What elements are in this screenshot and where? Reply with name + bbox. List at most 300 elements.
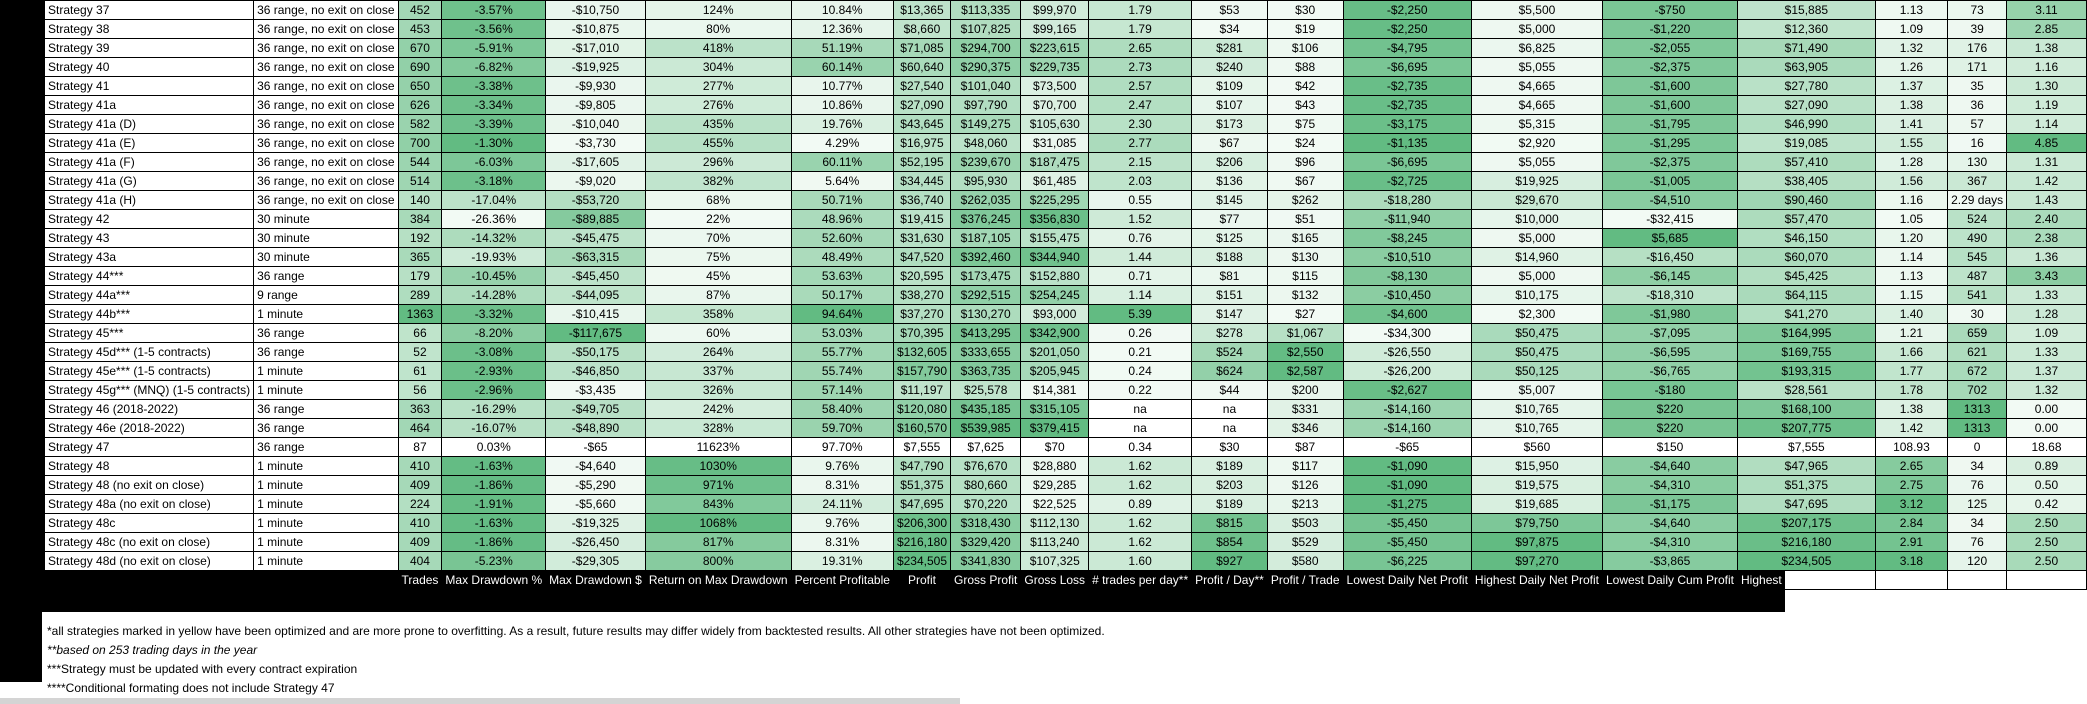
metric-cell[interactable]: $164,995 <box>1738 324 1876 343</box>
metric-cell[interactable]: -$14,160 <box>1343 419 1471 438</box>
metric-cell[interactable]: -$4,310 <box>1602 533 1737 552</box>
metric-cell[interactable]: $435,185 <box>951 400 1021 419</box>
metric-cell[interactable]: 817% <box>645 533 791 552</box>
metric-cell[interactable]: $38,405 <box>1738 172 1876 191</box>
metric-cell[interactable]: 87 <box>398 438 442 457</box>
bar-type-cell[interactable]: 36 range <box>254 324 398 343</box>
metric-cell[interactable]: 1.32 <box>1875 39 1947 58</box>
metric-cell[interactable]: 1.38 <box>1875 96 1947 115</box>
metric-cell[interactable]: 1.13 <box>1875 267 1947 286</box>
metric-cell[interactable]: -5.23% <box>442 552 546 571</box>
bar-type-cell[interactable]: 1 minute <box>254 476 398 495</box>
metric-cell[interactable]: $47,520 <box>893 248 950 267</box>
metric-cell[interactable]: 55.77% <box>791 343 893 362</box>
strategy-name-cell[interactable]: Strategy 46e (2018-2022) <box>45 419 254 438</box>
metric-cell[interactable]: $43,645 <box>893 115 950 134</box>
metric-cell[interactable]: -$1,275 <box>1343 495 1471 514</box>
metric-cell[interactable]: 2.38 <box>2007 229 2087 248</box>
metric-cell[interactable]: $188 <box>1192 248 1268 267</box>
strategy-name-cell[interactable]: Strategy 37 <box>45 1 254 20</box>
metric-cell[interactable]: $37,270 <box>893 305 950 324</box>
metric-cell[interactable]: $155,475 <box>1021 229 1089 248</box>
metric-cell[interactable]: 1363 <box>398 305 442 324</box>
metric-cell[interactable]: -$16,450 <box>1602 248 1737 267</box>
horizontal-scrollbar[interactable] <box>0 698 960 704</box>
strategy-name-cell[interactable]: Strategy 48 (no exit on close) <box>45 476 254 495</box>
bar-type-cell[interactable]: 36 range, no exit on close <box>254 39 398 58</box>
metric-cell[interactable]: 55.74% <box>791 362 893 381</box>
metric-cell[interactable]: -$5,450 <box>1343 514 1471 533</box>
metric-cell[interactable]: $113,240 <box>1021 533 1089 552</box>
metric-cell[interactable]: 0.50 <box>2007 476 2087 495</box>
metric-cell[interactable]: -3.08% <box>442 343 546 362</box>
metric-cell[interactable]: $4,665 <box>1471 96 1602 115</box>
metric-cell[interactable]: 5.39 <box>1089 305 1192 324</box>
metric-cell[interactable]: -$1,795 <box>1602 115 1737 134</box>
metric-cell[interactable]: $57,410 <box>1738 153 1876 172</box>
metric-cell[interactable]: na <box>1192 419 1268 438</box>
strategy-name-cell[interactable]: Strategy 41a (H) <box>45 191 254 210</box>
metric-cell[interactable]: $25,578 <box>951 381 1021 400</box>
metric-cell[interactable]: 0.00 <box>2007 419 2087 438</box>
metric-cell[interactable]: -10.45% <box>442 267 546 286</box>
strategy-name-cell[interactable]: Strategy 45d*** (1-5 contracts) <box>45 343 254 362</box>
metric-cell[interactable]: $254,245 <box>1021 286 1089 305</box>
metric-cell[interactable]: -$45,450 <box>546 267 646 286</box>
metric-cell[interactable]: $95,930 <box>951 172 1021 191</box>
metric-cell[interactable]: $150 <box>1602 438 1737 457</box>
metric-cell[interactable]: -$2,375 <box>1602 153 1737 172</box>
metric-cell[interactable]: 1.78 <box>1875 381 1947 400</box>
strategy-name-cell[interactable]: Strategy 44a*** <box>45 286 254 305</box>
metric-cell[interactable]: -$4,640 <box>546 457 646 476</box>
metric-cell[interactable]: 2.50 <box>2007 514 2087 533</box>
metric-cell[interactable]: $927 <box>1192 552 1268 571</box>
metric-cell[interactable]: $53 <box>1192 1 1268 20</box>
metric-cell[interactable]: 58.40% <box>791 400 893 419</box>
metric-cell[interactable]: $220 <box>1602 419 1737 438</box>
metric-cell[interactable]: $624 <box>1192 362 1268 381</box>
metric-cell[interactable]: $206 <box>1192 153 1268 172</box>
metric-cell[interactable]: 0.03% <box>442 438 546 457</box>
metric-cell[interactable]: -$4,795 <box>1343 39 1471 58</box>
metric-cell[interactable]: -$9,805 <box>546 96 646 115</box>
metric-cell[interactable]: -6.03% <box>442 153 546 172</box>
metric-cell[interactable]: 125 <box>1948 495 2007 514</box>
bar-type-cell[interactable]: 1 minute <box>254 514 398 533</box>
metric-cell[interactable]: 0.24 <box>1089 362 1192 381</box>
strategy-name-cell[interactable]: Strategy 48c (no exit on close) <box>45 533 254 552</box>
metric-cell[interactable]: $1,067 <box>1267 324 1343 343</box>
metric-cell[interactable]: 3.12 <box>1875 495 1947 514</box>
bar-type-cell[interactable]: 36 range, no exit on close <box>254 115 398 134</box>
strategy-name-cell[interactable]: Strategy 45*** <box>45 324 254 343</box>
metric-cell[interactable]: $187,105 <box>951 229 1021 248</box>
metric-cell[interactable]: 971% <box>645 476 791 495</box>
metric-cell[interactable]: 57.14% <box>791 381 893 400</box>
metric-cell[interactable]: $193,315 <box>1738 362 1876 381</box>
metric-cell[interactable]: $46,150 <box>1738 229 1876 248</box>
metric-cell[interactable]: $50,475 <box>1471 343 1602 362</box>
metric-cell[interactable]: $225,295 <box>1021 191 1089 210</box>
metric-cell[interactable]: 1.36 <box>2007 248 2087 267</box>
metric-cell[interactable]: -$17,010 <box>546 39 646 58</box>
metric-cell[interactable]: -$63,315 <box>546 248 646 267</box>
metric-cell[interactable]: 1.28 <box>1875 153 1947 172</box>
metric-cell[interactable]: 1.09 <box>2007 324 2087 343</box>
metric-cell[interactable]: $27,090 <box>893 96 950 115</box>
metric-cell[interactable]: -1.63% <box>442 457 546 476</box>
metric-cell[interactable]: $539,985 <box>951 419 1021 438</box>
metric-cell[interactable]: $107,325 <box>1021 552 1089 571</box>
metric-cell[interactable]: 94.64% <box>791 305 893 324</box>
metric-cell[interactable]: 2.15 <box>1089 153 1192 172</box>
bar-type-cell[interactable]: 36 range, no exit on close <box>254 172 398 191</box>
metric-cell[interactable]: 650 <box>398 77 442 96</box>
bar-type-cell[interactable]: 36 range, no exit on close <box>254 153 398 172</box>
metric-cell[interactable]: -$6,765 <box>1602 362 1737 381</box>
metric-cell[interactable]: $47,695 <box>893 495 950 514</box>
metric-cell[interactable]: 672 <box>1948 362 2007 381</box>
metric-cell[interactable]: $10,175 <box>1471 286 1602 305</box>
metric-cell[interactable]: $333,655 <box>951 343 1021 362</box>
metric-cell[interactable]: $67 <box>1192 134 1268 153</box>
metric-cell[interactable]: 0.26 <box>1089 324 1192 343</box>
metric-cell[interactable]: $34,445 <box>893 172 950 191</box>
metric-cell[interactable]: $5,315 <box>1471 115 1602 134</box>
metric-cell[interactable]: -$4,640 <box>1602 514 1737 533</box>
metric-cell[interactable]: 130 <box>1948 153 2007 172</box>
metric-cell[interactable]: 328% <box>645 419 791 438</box>
metric-cell[interactable]: 1.42 <box>1875 419 1947 438</box>
metric-cell[interactable]: 1.26 <box>1875 58 1947 77</box>
metric-cell[interactable]: 1.41 <box>1875 115 1947 134</box>
metric-cell[interactable]: $70,395 <box>893 324 950 343</box>
metric-cell[interactable]: 0.55 <box>1089 191 1192 210</box>
metric-cell[interactable]: -$5,450 <box>1343 533 1471 552</box>
metric-cell[interactable]: -$10,040 <box>546 115 646 134</box>
metric-cell[interactable]: $28,880 <box>1021 457 1089 476</box>
metric-cell[interactable]: 264% <box>645 343 791 362</box>
metric-cell[interactable]: $262,035 <box>951 191 1021 210</box>
strategy-name-cell[interactable]: Strategy 41a (D) <box>45 115 254 134</box>
strategy-name-cell[interactable]: Strategy 47 <box>45 438 254 457</box>
bar-type-cell[interactable]: 36 range, no exit on close <box>254 77 398 96</box>
strategy-name-cell[interactable]: Strategy 48a (no exit on close) <box>45 495 254 514</box>
metric-cell[interactable]: $16,975 <box>893 134 950 153</box>
metric-cell[interactable]: 16 <box>1948 134 2007 153</box>
metric-cell[interactable]: $34 <box>1192 20 1268 39</box>
metric-cell[interactable]: $392,460 <box>951 248 1021 267</box>
metric-cell[interactable]: -1.86% <box>442 476 546 495</box>
metric-cell[interactable]: -$6,225 <box>1343 552 1471 571</box>
metric-cell[interactable]: $90,460 <box>1738 191 1876 210</box>
metric-cell[interactable]: 0.76 <box>1089 229 1192 248</box>
metric-cell[interactable]: $189 <box>1192 457 1268 476</box>
metric-cell[interactable]: 1.62 <box>1089 533 1192 552</box>
metric-cell[interactable]: 1.42 <box>2007 172 2087 191</box>
metric-cell[interactable]: 60% <box>645 324 791 343</box>
metric-cell[interactable]: 2.50 <box>2007 552 2087 571</box>
metric-cell[interactable]: $97,790 <box>951 96 1021 115</box>
metric-cell[interactable]: -16.07% <box>442 419 546 438</box>
metric-cell[interactable]: $2,300 <box>1471 305 1602 324</box>
metric-cell[interactable]: $503 <box>1267 514 1343 533</box>
metric-cell[interactable]: 171 <box>1948 58 2007 77</box>
metric-cell[interactable]: $43 <box>1267 96 1343 115</box>
metric-cell[interactable]: $77 <box>1192 210 1268 229</box>
metric-cell[interactable]: -3.38% <box>442 77 546 96</box>
metric-cell[interactable]: -$3,175 <box>1343 115 1471 134</box>
metric-cell[interactable]: $318,430 <box>951 514 1021 533</box>
metric-cell[interactable]: 1.15 <box>1875 286 1947 305</box>
metric-cell[interactable]: 1313 <box>1948 400 2007 419</box>
metric-cell[interactable]: $151 <box>1192 286 1268 305</box>
metric-cell[interactable]: -$65 <box>546 438 646 457</box>
metric-cell[interactable]: $216,180 <box>1738 533 1876 552</box>
metric-cell[interactable]: 2.73 <box>1089 58 1192 77</box>
metric-cell[interactable]: -$29,305 <box>546 552 646 571</box>
metric-cell[interactable]: 35 <box>1948 77 2007 96</box>
metric-cell[interactable]: -26.36% <box>442 210 546 229</box>
metric-cell[interactable]: 1.32 <box>2007 381 2087 400</box>
metric-cell[interactable]: 358% <box>645 305 791 324</box>
metric-cell[interactable]: 1.20 <box>1875 229 1947 248</box>
metric-cell[interactable]: 70% <box>645 229 791 248</box>
metric-cell[interactable]: 48.49% <box>791 248 893 267</box>
metric-cell[interactable]: $19,685 <box>1471 495 1602 514</box>
metric-cell[interactable]: 409 <box>398 476 442 495</box>
bar-type-cell[interactable]: 1 minute <box>254 362 398 381</box>
metric-cell[interactable]: -$3,435 <box>546 381 646 400</box>
metric-cell[interactable]: -$1,090 <box>1343 476 1471 495</box>
metric-cell[interactable]: 80% <box>645 20 791 39</box>
metric-cell[interactable]: $63,905 <box>1738 58 1876 77</box>
metric-cell[interactable]: $99,970 <box>1021 1 1089 20</box>
bar-type-cell[interactable]: 36 range <box>254 343 398 362</box>
metric-cell[interactable]: -$6,695 <box>1343 58 1471 77</box>
metric-cell[interactable]: na <box>1192 400 1268 419</box>
metric-cell[interactable]: -1.91% <box>442 495 546 514</box>
bar-type-cell[interactable]: 36 range, no exit on close <box>254 20 398 39</box>
metric-cell[interactable]: $57,470 <box>1738 210 1876 229</box>
metric-cell[interactable]: 53.03% <box>791 324 893 343</box>
metric-cell[interactable]: 0.89 <box>1089 495 1192 514</box>
metric-cell[interactable]: 1.38 <box>1875 400 1947 419</box>
metric-cell[interactable]: 1.52 <box>1089 210 1192 229</box>
metric-cell[interactable]: 296% <box>645 153 791 172</box>
metric-cell[interactable]: $815 <box>1192 514 1268 533</box>
metric-cell[interactable]: $229,735 <box>1021 58 1089 77</box>
metric-cell[interactable]: -$10,750 <box>546 1 646 20</box>
metric-cell[interactable]: $2,550 <box>1267 343 1343 362</box>
metric-cell[interactable]: 76 <box>1948 533 2007 552</box>
strategy-name-cell[interactable]: Strategy 41a (F) <box>45 153 254 172</box>
metric-cell[interactable]: 452 <box>398 1 442 20</box>
metric-cell[interactable]: 61 <box>398 362 442 381</box>
metric-cell[interactable]: 0.34 <box>1089 438 1192 457</box>
bar-type-cell[interactable]: 36 range <box>254 419 398 438</box>
metric-cell[interactable]: 57 <box>1948 115 2007 134</box>
metric-cell[interactable]: -3.34% <box>442 96 546 115</box>
metric-cell[interactable]: 582 <box>398 115 442 134</box>
metric-cell[interactable]: $87 <box>1267 438 1343 457</box>
strategy-name-cell[interactable]: Strategy 38 <box>45 20 254 39</box>
strategy-name-cell[interactable]: Strategy 44*** <box>45 267 254 286</box>
metric-cell[interactable]: $147 <box>1192 305 1268 324</box>
metric-cell[interactable]: $22,525 <box>1021 495 1089 514</box>
metric-cell[interactable]: 455% <box>645 134 791 153</box>
metric-cell[interactable]: 1.38 <box>2007 39 2087 58</box>
metric-cell[interactable]: $30 <box>1192 438 1268 457</box>
metric-cell[interactable]: 700 <box>398 134 442 153</box>
metric-cell[interactable]: $7,625 <box>951 438 1021 457</box>
metric-cell[interactable]: $413,295 <box>951 324 1021 343</box>
metric-cell[interactable]: 24.11% <box>791 495 893 514</box>
metric-cell[interactable]: $76,670 <box>951 457 1021 476</box>
metric-cell[interactable]: -$6,695 <box>1343 153 1471 172</box>
metric-cell[interactable]: $262 <box>1267 191 1343 210</box>
metric-cell[interactable]: $315,105 <box>1021 400 1089 419</box>
metric-cell[interactable]: $220 <box>1602 400 1737 419</box>
metric-cell[interactable]: $6,825 <box>1471 39 1602 58</box>
metric-cell[interactable]: -2.96% <box>442 381 546 400</box>
bar-type-cell[interactable]: 1 minute <box>254 495 398 514</box>
metric-cell[interactable]: 2.77 <box>1089 134 1192 153</box>
metric-cell[interactable]: na <box>1089 419 1192 438</box>
metric-cell[interactable]: -$10,510 <box>1343 248 1471 267</box>
metric-cell[interactable]: -$1,600 <box>1602 96 1737 115</box>
metric-cell[interactable]: $5,007 <box>1471 381 1602 400</box>
metric-cell[interactable]: $31,085 <box>1021 134 1089 153</box>
metric-cell[interactable]: 487 <box>1948 267 2007 286</box>
metric-cell[interactable]: -1.63% <box>442 514 546 533</box>
metric-cell[interactable]: $376,245 <box>951 210 1021 229</box>
metric-cell[interactable]: -1.86% <box>442 533 546 552</box>
metric-cell[interactable]: -$11,940 <box>1343 210 1471 229</box>
bar-type-cell[interactable]: 30 minute <box>254 248 398 267</box>
metric-cell[interactable]: -3.32% <box>442 305 546 324</box>
metric-cell[interactable]: $51 <box>1267 210 1343 229</box>
metric-cell[interactable]: $15,885 <box>1738 1 1876 20</box>
metric-cell[interactable]: $20,595 <box>893 267 950 286</box>
metric-cell[interactable]: -3.56% <box>442 20 546 39</box>
metric-cell[interactable]: $12,360 <box>1738 20 1876 39</box>
metric-cell[interactable]: -$53,720 <box>546 191 646 210</box>
metric-cell[interactable]: $109 <box>1192 77 1268 96</box>
metric-cell[interactable]: -$14,160 <box>1343 400 1471 419</box>
metric-cell[interactable]: 363 <box>398 400 442 419</box>
metric-cell[interactable]: $97,875 <box>1471 533 1602 552</box>
metric-cell[interactable]: 179 <box>398 267 442 286</box>
metric-cell[interactable]: 48.96% <box>791 210 893 229</box>
strategy-name-cell[interactable]: Strategy 41a (E) <box>45 134 254 153</box>
metric-cell[interactable]: $7,555 <box>893 438 950 457</box>
metric-cell[interactable]: $145 <box>1192 191 1268 210</box>
metric-cell[interactable]: 19.31% <box>791 552 893 571</box>
metric-cell[interactable]: 541 <box>1948 286 2007 305</box>
metric-cell[interactable]: 382% <box>645 172 791 191</box>
metric-cell[interactable]: $112,130 <box>1021 514 1089 533</box>
metric-cell[interactable]: $136 <box>1192 172 1268 191</box>
metric-cell[interactable]: $79,750 <box>1471 514 1602 533</box>
strategy-name-cell[interactable]: Strategy 43 <box>45 229 254 248</box>
metric-cell[interactable]: 1.77 <box>1875 362 1947 381</box>
metric-cell[interactable]: -$117,675 <box>546 324 646 343</box>
metric-cell[interactable]: 66 <box>398 324 442 343</box>
metric-cell[interactable]: 11623% <box>645 438 791 457</box>
metric-cell[interactable]: $48,060 <box>951 134 1021 153</box>
metric-cell[interactable]: $278 <box>1192 324 1268 343</box>
metric-cell[interactable]: 0.89 <box>2007 457 2087 476</box>
metric-cell[interactable]: $7,555 <box>1738 438 1876 457</box>
metric-cell[interactable]: $113,335 <box>951 1 1021 20</box>
metric-cell[interactable]: $31,630 <box>893 229 950 248</box>
metric-cell[interactable]: -$10,415 <box>546 305 646 324</box>
metric-cell[interactable]: -$10,875 <box>546 20 646 39</box>
strategy-name-cell[interactable]: Strategy 48d (no exit on close) <box>45 552 254 571</box>
metric-cell[interactable]: $2,587 <box>1267 362 1343 381</box>
metric-cell[interactable]: -$1,175 <box>1602 495 1737 514</box>
metric-cell[interactable]: $29,285 <box>1021 476 1089 495</box>
metric-cell[interactable]: 0.00 <box>2007 400 2087 419</box>
metric-cell[interactable]: $96 <box>1267 153 1343 172</box>
metric-cell[interactable]: $38,270 <box>893 286 950 305</box>
metric-cell[interactable]: $27,090 <box>1738 96 1876 115</box>
metric-cell[interactable]: $93,000 <box>1021 305 1089 324</box>
metric-cell[interactable]: 326% <box>645 381 791 400</box>
metric-cell[interactable]: 1.13 <box>1875 1 1947 20</box>
strategy-name-cell[interactable]: Strategy 44b*** <box>45 305 254 324</box>
metric-cell[interactable]: $60,640 <box>893 58 950 77</box>
metric-cell[interactable]: -$1,005 <box>1602 172 1737 191</box>
metric-cell[interactable]: -$8,130 <box>1343 267 1471 286</box>
metric-cell[interactable]: 56 <box>398 381 442 400</box>
metric-cell[interactable]: 0.42 <box>2007 495 2087 514</box>
metric-cell[interactable]: $356,830 <box>1021 210 1089 229</box>
metric-cell[interactable]: 1313 <box>1948 419 2007 438</box>
strategy-name-cell[interactable]: Strategy 41 <box>45 77 254 96</box>
metric-cell[interactable]: -$1,600 <box>1602 77 1737 96</box>
metric-cell[interactable]: -$180 <box>1602 381 1737 400</box>
metric-cell[interactable]: $201,050 <box>1021 343 1089 362</box>
metric-cell[interactable]: 1.55 <box>1875 134 1947 153</box>
metric-cell[interactable]: 410 <box>398 514 442 533</box>
metric-cell[interactable]: $75 <box>1267 115 1343 134</box>
metric-cell[interactable]: 68% <box>645 191 791 210</box>
metric-cell[interactable]: 22% <box>645 210 791 229</box>
metric-cell[interactable]: $216,180 <box>893 533 950 552</box>
metric-cell[interactable]: -$26,200 <box>1343 362 1471 381</box>
metric-cell[interactable]: -$17,605 <box>546 153 646 172</box>
metric-cell[interactable]: $342,900 <box>1021 324 1089 343</box>
metric-cell[interactable]: -$44,095 <box>546 286 646 305</box>
metric-cell[interactable]: -$2,055 <box>1602 39 1737 58</box>
metric-cell[interactable]: $99,165 <box>1021 20 1089 39</box>
metric-cell[interactable]: 34 <box>1948 514 2007 533</box>
metric-cell[interactable]: $51,375 <box>893 476 950 495</box>
metric-cell[interactable]: 10.77% <box>791 77 893 96</box>
metric-cell[interactable]: 1.14 <box>2007 115 2087 134</box>
metric-cell[interactable]: $524 <box>1192 343 1268 362</box>
bar-type-cell[interactable]: 36 range, no exit on close <box>254 58 398 77</box>
metric-cell[interactable]: $19 <box>1267 20 1343 39</box>
bar-type-cell[interactable]: 36 range, no exit on close <box>254 191 398 210</box>
metric-cell[interactable]: -3.39% <box>442 115 546 134</box>
metric-cell[interactable]: $207,775 <box>1738 419 1876 438</box>
metric-cell[interactable]: 2.85 <box>2007 20 2087 39</box>
metric-cell[interactable]: $50,125 <box>1471 362 1602 381</box>
